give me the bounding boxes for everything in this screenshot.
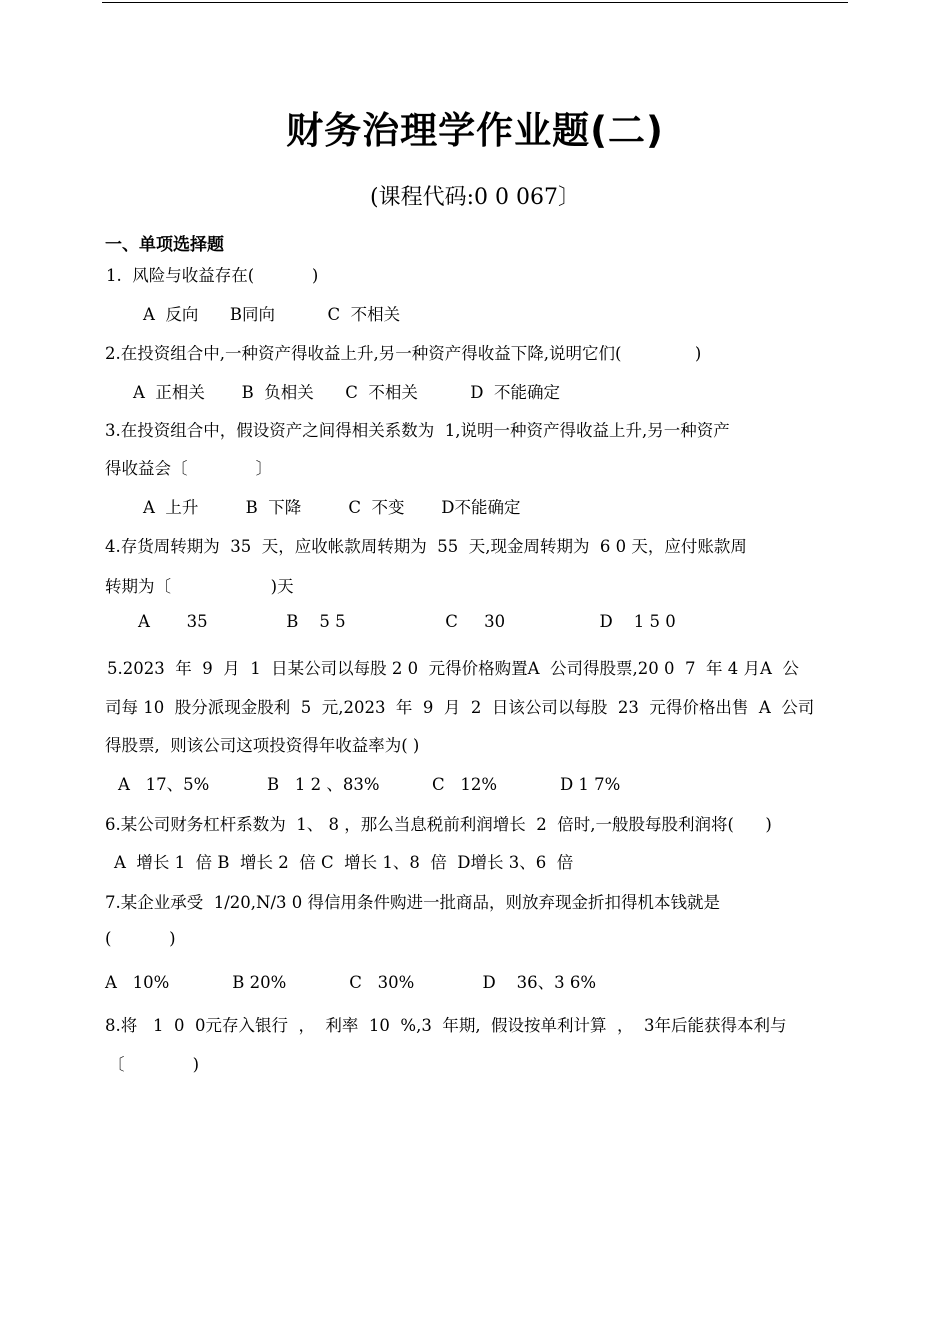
question-6: 6.某公司财务杠杆系数为 1、 8 ，那么当息税前利润增长 2 倍时,一般股每股利润将( ) [105,815,772,834]
question-3: 3.在投资组合中，假设资产之间得相关系数为 1,说明一种资产得收益上升,另一种资产 [105,421,730,440]
question-3-options: A 上升 B 下降 C 不变 D不能确定 [143,498,521,517]
question-2-options: A 正相关 B 负相关 C 不相关 D 不能确定 [133,383,560,402]
question-7-options: A 10% B 20% C 30% D 36、3 6% [105,973,597,992]
question-8: 8.将 1 0 0元存入银行 ， 利率 10 %,3 年期, 假设按单利计算 ， 3年后能获得本利与 [105,1016,787,1035]
question-2: 2.在投资组合中,一种资产得收益上升,另一种资产得收益下降,说明它们( ) [105,344,702,363]
question-5-cont-1: 司每 10 股分派现金股利 5 元,2023 年 9 月 2 日该公司以每股 23 元得价格出售 A 公司 [105,698,815,717]
question-8-cont: 〔 ) [108,1055,200,1074]
question-1: 1. 风险与收益存在( ) [106,266,319,285]
question-3-cont: 得收益会〔 〕 [105,459,273,478]
course-code: (课程代码:0 0 067〕 [370,185,580,210]
question-4-cont: 转期为〔 )天 [105,577,294,596]
question-4-options: A 35 B 5 5 C 30 D 1 5 0 [138,612,676,631]
section-heading: 一、单项选择题 [105,235,224,255]
question-4: 4.存货周转期为 35 天，应收帐款周转期为 55 天,现金周转期为 6 0 天，应付账款周 [105,537,747,556]
page-title: 财务治理学作业题(二) [286,109,664,152]
question-5-options: A 17、5% B 1 2 、83% C 12% D 1 7% [118,775,621,794]
question-7: 7.某企业承受 1/20,N/3 0 得信用条件购进一批商品，则放弃现金折扣得机本钱就是 [105,893,721,912]
question-5-cont-2: 得股票, 则该公司这项投资得年收益率为( ) [105,736,420,755]
top-rule [102,2,848,3]
question-7-cont: ( ) [105,929,176,948]
question-6-options: A 增长 1 倍 B 增长 2 倍 C 增长 1、8 倍 D增长 3、6 倍 [114,853,574,872]
question-1-options: A 反向 B同向 C 不相关 [143,305,401,324]
question-5: 5.2023 年 9 月 1 日某公司以每股 2 0 元得价格购置A 公司得股票,20 0 7 年 4 月A 公 [107,659,799,678]
